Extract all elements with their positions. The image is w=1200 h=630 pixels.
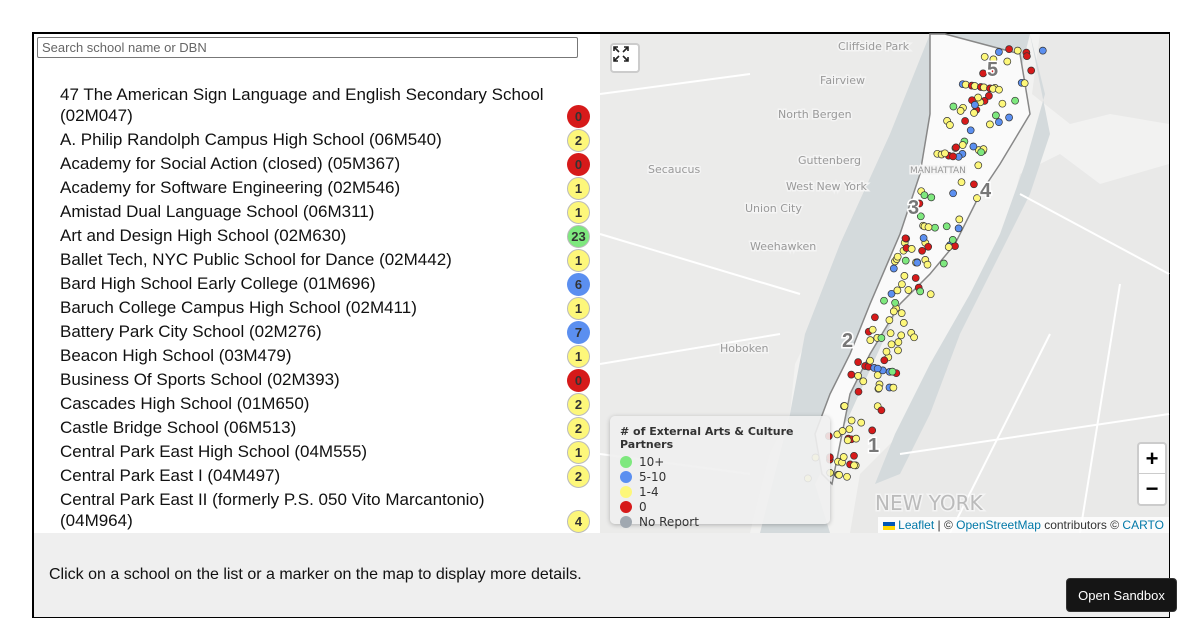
school-marker[interactable]: [895, 339, 902, 346]
school-marker[interactable]: [959, 142, 966, 149]
school-marker[interactable]: [914, 259, 921, 266]
ukraine-flag-icon: [883, 522, 895, 530]
school-marker[interactable]: [980, 70, 987, 77]
partner-count-badge: 1: [567, 297, 590, 320]
school-marker[interactable]: [957, 107, 964, 114]
school-marker[interactable]: [869, 326, 876, 333]
attr-contrib: contributors ©: [1040, 518, 1123, 532]
carto-link[interactable]: CARTO: [1122, 518, 1164, 532]
legend-item: [620, 514, 820, 529]
school-list-item[interactable]: [60, 84, 590, 126]
school-marker[interactable]: [1006, 114, 1013, 121]
school-marker[interactable]: [949, 236, 956, 243]
school-marker[interactable]: [956, 216, 963, 223]
school-name: Cascades High School (01M650): [60, 394, 310, 413]
school-marker[interactable]: [886, 317, 893, 324]
legend-label: 10+: [639, 454, 665, 469]
school-marker[interactable]: [871, 314, 878, 321]
school-marker[interactable]: [898, 281, 905, 288]
school-name: Castle Bridge School (06M513): [60, 418, 297, 437]
legend-item: [620, 499, 820, 514]
school-marker[interactable]: [940, 260, 947, 267]
partner-count-badge: 6: [567, 273, 590, 296]
map-legend: [610, 416, 830, 529]
school-name: A. Philip Randolph Campus High School (06M540): [60, 130, 442, 149]
legend-swatch: [620, 501, 632, 513]
legend-title: # of External Arts & Culture Partners: [620, 425, 794, 451]
osm-link[interactable]: OpenStreetMap: [956, 518, 1041, 532]
school-marker[interactable]: [895, 347, 902, 354]
school-marker[interactable]: [995, 49, 1002, 56]
school-marker[interactable]: [1004, 58, 1011, 65]
partner-count-badge: 0: [567, 105, 590, 128]
partner-count-badge: 7: [567, 321, 590, 344]
school-marker[interactable]: [874, 372, 881, 379]
legend-label: 5-10: [639, 469, 667, 484]
expand-icon: [612, 45, 630, 63]
school-marker[interactable]: [836, 471, 843, 478]
legend-label: No Report: [639, 514, 699, 529]
school-marker[interactable]: [844, 437, 851, 444]
school-name: Central Park East II (formerly P.S. 050 Vito Marcantonio) (04M964): [60, 490, 485, 530]
school-name: Academy for Software Engineering (02M546): [60, 178, 401, 197]
school-name: Beacon High School (03M479): [60, 346, 292, 365]
school-name: Business Of Sports School (02M393): [60, 370, 340, 389]
map-place-label: North Bergen: [778, 108, 852, 121]
school-list-item[interactable]: [60, 177, 590, 198]
school-marker[interactable]: [992, 112, 999, 119]
school-marker[interactable]: [890, 384, 897, 391]
school-marker[interactable]: [1021, 80, 1028, 87]
legend-item: [620, 469, 820, 484]
school-marker[interactable]: [839, 428, 846, 435]
school-list-item[interactable]: [60, 153, 590, 174]
school-marker[interactable]: [848, 371, 855, 378]
school-marker[interactable]: [958, 179, 965, 186]
map-place-label: Guttenberg: [798, 154, 861, 167]
map-attribution: [878, 517, 1169, 533]
zoom-control: [1137, 442, 1167, 506]
school-marker[interactable]: [883, 348, 890, 355]
school-marker[interactable]: [855, 372, 862, 379]
school-marker[interactable]: [971, 101, 978, 108]
partner-count-badge: 1: [567, 201, 590, 224]
attr-sep: | ©: [934, 518, 957, 532]
school-name: 47 The American Sign Language and English Secondary School (02M047): [60, 85, 544, 125]
map[interactable]: [600, 34, 1169, 533]
school-marker[interactable]: [848, 417, 855, 424]
partner-count-badge: 1: [567, 345, 590, 368]
school-marker[interactable]: [840, 454, 847, 461]
school-marker[interactable]: [1012, 97, 1019, 104]
school-marker[interactable]: [855, 359, 862, 366]
school-list-item[interactable]: [60, 489, 590, 531]
open-sandbox-button[interactable]: Open Sandbox: [1066, 578, 1177, 612]
school-marker[interactable]: [985, 92, 992, 99]
partner-count-badge: 2: [567, 465, 590, 488]
school-marker[interactable]: [894, 287, 901, 294]
school-marker[interactable]: [924, 261, 931, 268]
fullscreen-button[interactable]: [610, 43, 640, 73]
partner-count-badge: 2: [567, 393, 590, 416]
school-marker[interactable]: [851, 462, 858, 469]
school-marker[interactable]: [878, 335, 885, 342]
school-marker[interactable]: [999, 100, 1006, 107]
legend-swatch: [620, 456, 632, 468]
school-marker[interactable]: [911, 334, 918, 341]
school-marker[interactable]: [950, 190, 957, 197]
school-marker[interactable]: [858, 419, 865, 426]
school-list-item[interactable]: [60, 321, 590, 342]
school-marker[interactable]: [920, 235, 927, 242]
map-place-label: West New York: [786, 180, 867, 193]
school-marker[interactable]: [970, 143, 977, 150]
school-marker[interactable]: [890, 308, 897, 315]
leaflet-link[interactable]: Leaflet: [898, 518, 935, 532]
school-marker[interactable]: [945, 244, 952, 251]
school-list-item[interactable]: [60, 297, 590, 318]
school-marker[interactable]: [894, 253, 901, 260]
district-label: 1: [868, 435, 880, 457]
school-marker[interactable]: [889, 368, 896, 375]
school-marker[interactable]: [967, 127, 974, 134]
school-list-item[interactable]: [60, 129, 590, 150]
school-marker[interactable]: [908, 245, 915, 252]
school-marker[interactable]: [905, 287, 912, 294]
school-name: Ballet Tech, NYC Public School for Dance (02M442): [60, 250, 452, 269]
map-place-label: Secaucus: [648, 163, 701, 176]
school-marker[interactable]: [928, 194, 935, 201]
school-list-item[interactable]: [60, 441, 590, 462]
zoom-out-button[interactable]: −: [1145, 476, 1159, 501]
school-marker[interactable]: [892, 299, 899, 306]
app-frame: [32, 32, 1170, 618]
school-marker[interactable]: [912, 275, 919, 282]
school-list[interactable]: [60, 84, 590, 558]
school-marker[interactable]: [844, 473, 851, 480]
partner-count-badge: 1: [567, 441, 590, 464]
school-marker[interactable]: [881, 357, 888, 364]
legend-swatch: [620, 516, 632, 528]
partner-count-badge: 0: [567, 153, 590, 176]
school-list-item[interactable]: [60, 201, 590, 222]
school-name: Central Park East I (04M497): [60, 466, 281, 485]
partner-count-badge: 0: [567, 369, 590, 392]
school-name: Baruch College Campus High School (02M411): [60, 298, 417, 317]
school-marker[interactable]: [869, 427, 876, 434]
school-list-item[interactable]: [60, 393, 590, 414]
school-marker[interactable]: [971, 109, 978, 116]
school-marker[interactable]: [950, 103, 957, 110]
partner-count-badge: 1: [567, 249, 590, 272]
school-marker[interactable]: [925, 243, 932, 250]
school-marker[interactable]: [901, 272, 908, 279]
school-marker[interactable]: [898, 310, 905, 317]
school-marker[interactable]: [925, 224, 932, 231]
school-marker[interactable]: [902, 235, 909, 242]
school-marker[interactable]: [986, 121, 993, 128]
legend-swatch: [620, 486, 632, 498]
school-list-item[interactable]: [60, 225, 590, 246]
map-place-label: MANHATTAN: [910, 166, 966, 176]
school-marker[interactable]: [1014, 47, 1021, 54]
school-marker[interactable]: [932, 224, 939, 231]
school-marker[interactable]: [853, 435, 860, 442]
district-label: 2: [842, 330, 854, 352]
school-marker[interactable]: [900, 319, 907, 326]
map-place-label: Hoboken: [720, 342, 769, 355]
school-marker[interactable]: [902, 257, 909, 264]
district-label: 5: [987, 59, 999, 81]
school-list-item[interactable]: [60, 273, 590, 294]
map-place-label: Union City: [745, 202, 802, 215]
school-marker[interactable]: [874, 365, 881, 372]
school-marker[interactable]: [890, 265, 897, 272]
school-list-item[interactable]: [60, 417, 590, 438]
partner-count-badge: 23: [567, 225, 590, 248]
zoom-in-button[interactable]: +: [1139, 444, 1165, 474]
school-marker[interactable]: [867, 337, 874, 344]
school-marker[interactable]: [1006, 46, 1013, 53]
school-marker[interactable]: [995, 119, 1002, 126]
school-marker[interactable]: [898, 332, 905, 339]
school-name: Central Park East High School (04M555): [60, 442, 368, 461]
school-marker[interactable]: [860, 378, 867, 385]
school-name: Battery Park City School (02M276): [60, 322, 322, 341]
school-marker[interactable]: [941, 150, 948, 157]
school-marker[interactable]: [927, 291, 934, 298]
school-list-panel: [34, 34, 600, 533]
school-list-item[interactable]: [60, 249, 590, 270]
details-message: Click on a school on the list or a marker on the map to display more details.: [49, 566, 582, 583]
school-name: Bard High School Early College (01M696): [60, 274, 376, 293]
school-marker[interactable]: [943, 223, 950, 230]
map-place-label: NEW YORK: [875, 491, 983, 515]
school-marker[interactable]: [881, 297, 888, 304]
school-marker[interactable]: [962, 118, 969, 125]
school-marker[interactable]: [851, 452, 858, 459]
school-list-item[interactable]: [60, 345, 590, 366]
legend-label: 0: [639, 499, 647, 514]
school-marker[interactable]: [953, 144, 960, 151]
school-marker[interactable]: [841, 403, 848, 410]
legend-label: 1-4: [639, 484, 659, 499]
legend-item: [620, 454, 820, 469]
school-marker[interactable]: [875, 385, 882, 392]
partner-count-badge: 2: [567, 417, 590, 440]
map-place-label: Fairview: [820, 74, 865, 87]
school-marker[interactable]: [867, 357, 874, 364]
school-list-item[interactable]: [60, 369, 590, 390]
school-marker[interactable]: [878, 407, 885, 414]
school-marker[interactable]: [1028, 67, 1035, 74]
partner-count-badge: 4: [567, 510, 590, 533]
legend-item: [620, 484, 820, 499]
school-marker[interactable]: [970, 181, 977, 188]
school-name: Academy for Social Action (closed) (05M367): [60, 154, 401, 173]
map-place-label: Weehawken: [750, 240, 817, 253]
school-marker[interactable]: [996, 86, 1003, 93]
school-marker[interactable]: [919, 247, 926, 254]
partner-count-badge: 2: [567, 129, 590, 152]
school-marker[interactable]: [1023, 53, 1030, 60]
school-marker[interactable]: [975, 162, 982, 169]
school-marker[interactable]: [946, 122, 953, 129]
school-marker[interactable]: [921, 192, 928, 199]
school-list-item[interactable]: [60, 465, 590, 486]
legend-swatch: [620, 471, 632, 483]
details-panel: [34, 533, 1169, 617]
map-place-label: Cliffside Park: [838, 40, 910, 53]
district-label: 3: [908, 197, 920, 219]
search-input[interactable]: [37, 37, 578, 58]
school-marker[interactable]: [846, 426, 853, 433]
school-marker[interactable]: [978, 149, 985, 156]
school-marker[interactable]: [955, 225, 962, 232]
school-marker[interactable]: [950, 153, 957, 160]
school-marker[interactable]: [855, 388, 862, 395]
partner-count-badge: 1: [567, 177, 590, 200]
school-marker[interactable]: [917, 288, 924, 295]
school-name: Amistad Dual Language School (06M311): [60, 202, 375, 221]
school-name: Art and Design High School (02M630): [60, 226, 347, 245]
district-label: 4: [980, 180, 992, 202]
school-marker[interactable]: [888, 341, 895, 348]
school-marker[interactable]: [887, 330, 894, 337]
school-marker[interactable]: [1039, 47, 1046, 54]
